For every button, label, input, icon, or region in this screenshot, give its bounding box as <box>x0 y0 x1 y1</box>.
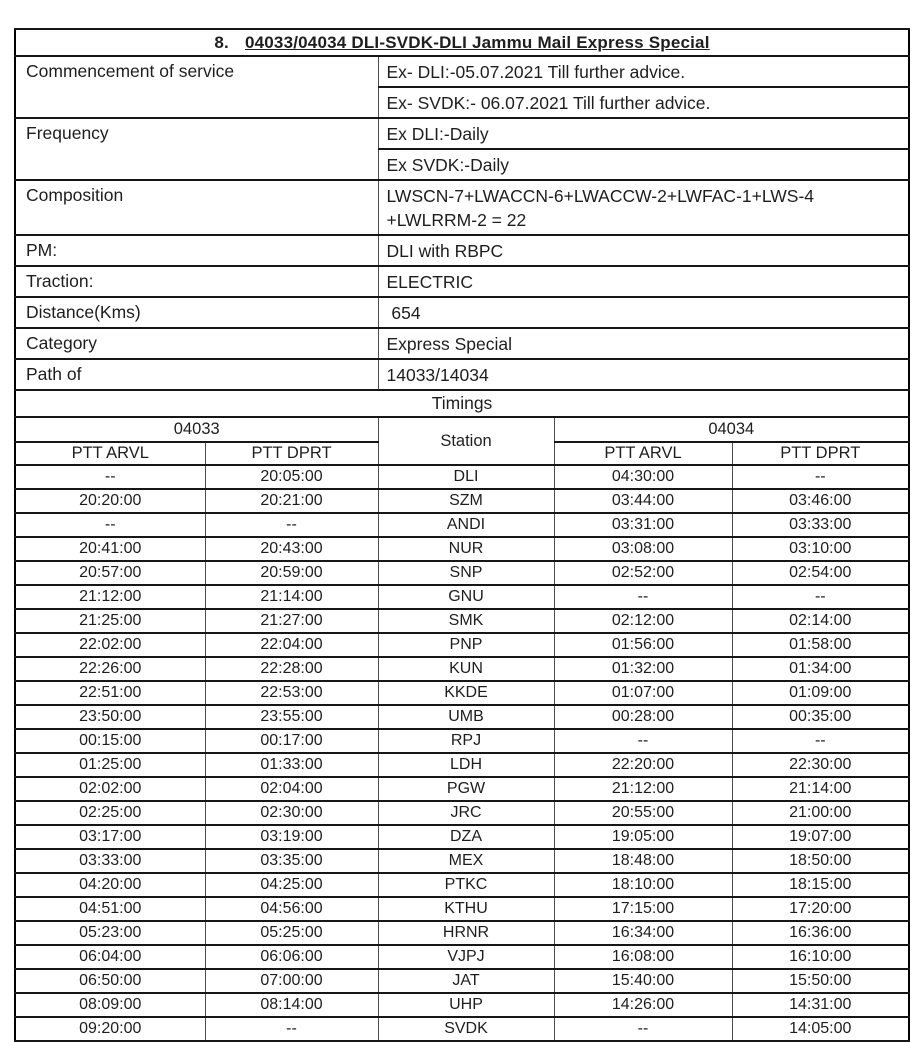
station-code: GNU <box>378 585 554 609</box>
station-code: JRC <box>378 801 554 825</box>
timing-row <box>15 609 909 633</box>
up-departure-time: 01:09:00 <box>732 681 909 705</box>
info-value: Ex- DLI:-05.07.2021 Till further advice. <box>378 56 909 87</box>
down-arrival-time: 05:23:00 <box>15 921 205 945</box>
timing-row <box>15 489 909 513</box>
up-departure-time: 17:20:00 <box>732 897 909 921</box>
station-code: VJPJ <box>378 945 554 969</box>
info-row <box>15 266 909 297</box>
timings-section-title: Timings <box>15 390 909 417</box>
up-arrival-time: 19:05:00 <box>554 825 732 849</box>
up-departure-time: 16:36:00 <box>732 921 909 945</box>
down-arrival-time: 06:04:00 <box>15 945 205 969</box>
timing-row <box>15 969 909 993</box>
down-departure-time: 00:17:00 <box>205 729 378 753</box>
timing-row <box>15 993 909 1017</box>
up-arrival-time: 16:34:00 <box>554 921 732 945</box>
info-label: Frequency <box>15 118 378 180</box>
down-arrival-time: 22:51:00 <box>15 681 205 705</box>
title-text: 04033/04034 DLI-SVDK-DLI Jammu Mail Express Special <box>244 32 710 52</box>
station-code: UMB <box>378 705 554 729</box>
info-value: 14033/14034 <box>378 359 909 390</box>
up-arrival-time: 04:30:00 <box>554 465 732 489</box>
info-value: DLI with RBPC <box>378 235 909 266</box>
station-code: SZM <box>378 489 554 513</box>
timing-row <box>15 561 909 585</box>
up-departure-time: 19:07:00 <box>732 825 909 849</box>
title-row <box>15 29 909 56</box>
down-arrival-time: 01:25:00 <box>15 753 205 777</box>
down-arrival-time: 23:50:00 <box>15 705 205 729</box>
up-arrival-time: 15:40:00 <box>554 969 732 993</box>
info-label: Category <box>15 328 378 359</box>
info-value: Ex DLI:-Daily <box>378 118 909 149</box>
table-body <box>15 29 909 1041</box>
down-arrival-time: 02:25:00 <box>15 801 205 825</box>
timing-row <box>15 1017 909 1041</box>
up-departure-time: 22:30:00 <box>732 753 909 777</box>
station-code: KTHU <box>378 897 554 921</box>
down-arrival-time: 22:26:00 <box>15 657 205 681</box>
timing-row <box>15 897 909 921</box>
info-row <box>15 180 909 235</box>
station-code: NUR <box>378 537 554 561</box>
down-departure-time: 07:00:00 <box>205 969 378 993</box>
down-departure-time: 02:04:00 <box>205 777 378 801</box>
timing-row <box>15 465 909 489</box>
up-arrival-time: 17:15:00 <box>554 897 732 921</box>
down-departure-time: 22:28:00 <box>205 657 378 681</box>
col-header-up-ptt-dprt: PTT DPRT <box>732 442 909 465</box>
timing-row <box>15 513 909 537</box>
timing-row <box>15 657 909 681</box>
timing-row <box>15 705 909 729</box>
down-departure-time: 04:56:00 <box>205 897 378 921</box>
up-arrival-time: 16:08:00 <box>554 945 732 969</box>
down-departure-time: -- <box>205 513 378 537</box>
up-arrival-time: -- <box>554 1017 732 1041</box>
timing-row <box>15 801 909 825</box>
station-code: DLI <box>378 465 554 489</box>
col-header-down-ptt-arvl: PTT ARVL <box>15 442 205 465</box>
up-arrival-time: 14:26:00 <box>554 993 732 1017</box>
col-header-up-ptt-arvl: PTT ARVL <box>554 442 732 465</box>
down-departure-time: 20:43:00 <box>205 537 378 561</box>
down-arrival-time: 04:20:00 <box>15 873 205 897</box>
station-code: SNP <box>378 561 554 585</box>
up-departure-time: 18:15:00 <box>732 873 909 897</box>
station-code: HRNR <box>378 921 554 945</box>
station-code: KKDE <box>378 681 554 705</box>
up-arrival-time: 21:12:00 <box>554 777 732 801</box>
down-departure-time: 20:21:00 <box>205 489 378 513</box>
up-departure-time: 03:46:00 <box>732 489 909 513</box>
up-departure-time: 16:10:00 <box>732 945 909 969</box>
down-arrival-time: 06:50:00 <box>15 969 205 993</box>
up-arrival-time: 18:10:00 <box>554 873 732 897</box>
up-departure-time: -- <box>732 729 909 753</box>
station-code: PTKC <box>378 873 554 897</box>
timing-row <box>15 537 909 561</box>
info-value: Ex SVDK:-Daily <box>378 149 909 180</box>
up-arrival-time: 01:32:00 <box>554 657 732 681</box>
down-departure-time: 08:14:00 <box>205 993 378 1017</box>
timings-group-header-row <box>15 417 909 442</box>
up-arrival-time: 03:31:00 <box>554 513 732 537</box>
info-label: PM: <box>15 235 378 266</box>
timing-row <box>15 921 909 945</box>
up-arrival-time: 01:56:00 <box>554 633 732 657</box>
down-departure-time: 22:04:00 <box>205 633 378 657</box>
down-departure-time: 02:30:00 <box>205 801 378 825</box>
down-arrival-time: -- <box>15 465 205 489</box>
up-arrival-time: 01:07:00 <box>554 681 732 705</box>
down-arrival-time: 04:51:00 <box>15 897 205 921</box>
down-arrival-time: 21:25:00 <box>15 609 205 633</box>
down-departure-time: 20:05:00 <box>205 465 378 489</box>
timings-section-row <box>15 390 909 417</box>
timing-row <box>15 633 909 657</box>
down-arrival-time: 20:57:00 <box>15 561 205 585</box>
station-code: SMK <box>378 609 554 633</box>
timing-row <box>15 753 909 777</box>
down-arrival-time: 08:09:00 <box>15 993 205 1017</box>
up-arrival-time: -- <box>554 585 732 609</box>
station-code: PNP <box>378 633 554 657</box>
down-arrival-time: 21:12:00 <box>15 585 205 609</box>
train-number-down: 04033 <box>15 417 378 442</box>
up-arrival-time: 02:12:00 <box>554 609 732 633</box>
info-row <box>15 359 909 390</box>
up-arrival-time: 00:28:00 <box>554 705 732 729</box>
info-label: Composition <box>15 180 378 235</box>
up-arrival-time: 22:20:00 <box>554 753 732 777</box>
up-arrival-time: 03:44:00 <box>554 489 732 513</box>
up-departure-time: -- <box>732 465 909 489</box>
info-value <box>378 180 909 235</box>
info-row <box>15 297 909 328</box>
timing-row <box>15 825 909 849</box>
info-value: ELECTRIC <box>378 266 909 297</box>
timing-row <box>15 945 909 969</box>
up-arrival-time: 20:55:00 <box>554 801 732 825</box>
up-departure-time: 15:50:00 <box>732 969 909 993</box>
title-serial-number: 8. <box>214 32 229 52</box>
up-departure-time: 14:05:00 <box>732 1017 909 1041</box>
station-code: LDH <box>378 753 554 777</box>
down-arrival-time: 20:20:00 <box>15 489 205 513</box>
station-column-header: Station <box>378 417 554 465</box>
up-arrival-time: 18:48:00 <box>554 849 732 873</box>
info-row <box>15 328 909 359</box>
info-label: Distance(Kms) <box>15 297 378 328</box>
info-row <box>15 118 909 149</box>
timing-row <box>15 849 909 873</box>
down-departure-time: 21:27:00 <box>205 609 378 633</box>
station-code: RPJ <box>378 729 554 753</box>
up-arrival-time: -- <box>554 729 732 753</box>
info-value: Express Special <box>378 328 909 359</box>
timing-row <box>15 681 909 705</box>
station-code: PGW <box>378 777 554 801</box>
info-label: Commencement of service <box>15 56 378 118</box>
timing-row <box>15 873 909 897</box>
col-header-down-ptt-dprt: PTT DPRT <box>205 442 378 465</box>
up-departure-time: 02:54:00 <box>732 561 909 585</box>
info-value-line: +LWLRRM-2 = 22 <box>386 210 527 230</box>
train-timetable <box>14 28 910 1042</box>
info-value: Ex- SVDK:- 06.07.2021 Till further advice. <box>378 87 909 118</box>
down-arrival-time: 03:33:00 <box>15 849 205 873</box>
down-departure-time: 22:53:00 <box>205 681 378 705</box>
station-code: SVDK <box>378 1017 554 1041</box>
info-value: 654 <box>378 297 909 328</box>
down-departure-time: 01:33:00 <box>205 753 378 777</box>
up-arrival-time: 02:52:00 <box>554 561 732 585</box>
station-code: JAT <box>378 969 554 993</box>
train-number-up: 04034 <box>554 417 909 442</box>
down-departure-time: 20:59:00 <box>205 561 378 585</box>
down-departure-time: 06:06:00 <box>205 945 378 969</box>
down-arrival-time: 20:41:00 <box>15 537 205 561</box>
down-arrival-time: 09:20:00 <box>15 1017 205 1041</box>
up-arrival-time: 03:08:00 <box>554 537 732 561</box>
down-arrival-time: 22:02:00 <box>15 633 205 657</box>
timing-row <box>15 777 909 801</box>
down-departure-time: 05:25:00 <box>205 921 378 945</box>
up-departure-time: 03:33:00 <box>732 513 909 537</box>
up-departure-time: 02:14:00 <box>732 609 909 633</box>
down-departure-time: 23:55:00 <box>205 705 378 729</box>
up-departure-time: 03:10:00 <box>732 537 909 561</box>
info-label: Path of <box>15 359 378 390</box>
info-row <box>15 235 909 266</box>
down-arrival-time: 00:15:00 <box>15 729 205 753</box>
info-value-line: LWSCN-7+LWACCN-6+LWACCW-2+LWFAC-1+LWS-4 <box>386 186 815 206</box>
station-code: ANDI <box>378 513 554 537</box>
down-arrival-time: -- <box>15 513 205 537</box>
down-departure-time: 03:35:00 <box>205 849 378 873</box>
timing-row <box>15 729 909 753</box>
down-departure-time: -- <box>205 1017 378 1041</box>
up-departure-time: 18:50:00 <box>732 849 909 873</box>
up-departure-time: 21:00:00 <box>732 801 909 825</box>
up-departure-time: 00:35:00 <box>732 705 909 729</box>
down-arrival-time: 02:02:00 <box>15 777 205 801</box>
station-code: MEX <box>378 849 554 873</box>
station-code: KUN <box>378 657 554 681</box>
station-code: DZA <box>378 825 554 849</box>
up-departure-time: 01:34:00 <box>732 657 909 681</box>
up-departure-time: 21:14:00 <box>732 777 909 801</box>
down-departure-time: 21:14:00 <box>205 585 378 609</box>
up-departure-time: -- <box>732 585 909 609</box>
station-code: UHP <box>378 993 554 1017</box>
info-row <box>15 56 909 87</box>
up-departure-time: 01:58:00 <box>732 633 909 657</box>
down-departure-time: 03:19:00 <box>205 825 378 849</box>
up-departure-time: 14:31:00 <box>732 993 909 1017</box>
table-title <box>15 29 909 56</box>
down-departure-time: 04:25:00 <box>205 873 378 897</box>
down-arrival-time: 03:17:00 <box>15 825 205 849</box>
info-label: Traction: <box>15 266 378 297</box>
timing-row <box>15 585 909 609</box>
